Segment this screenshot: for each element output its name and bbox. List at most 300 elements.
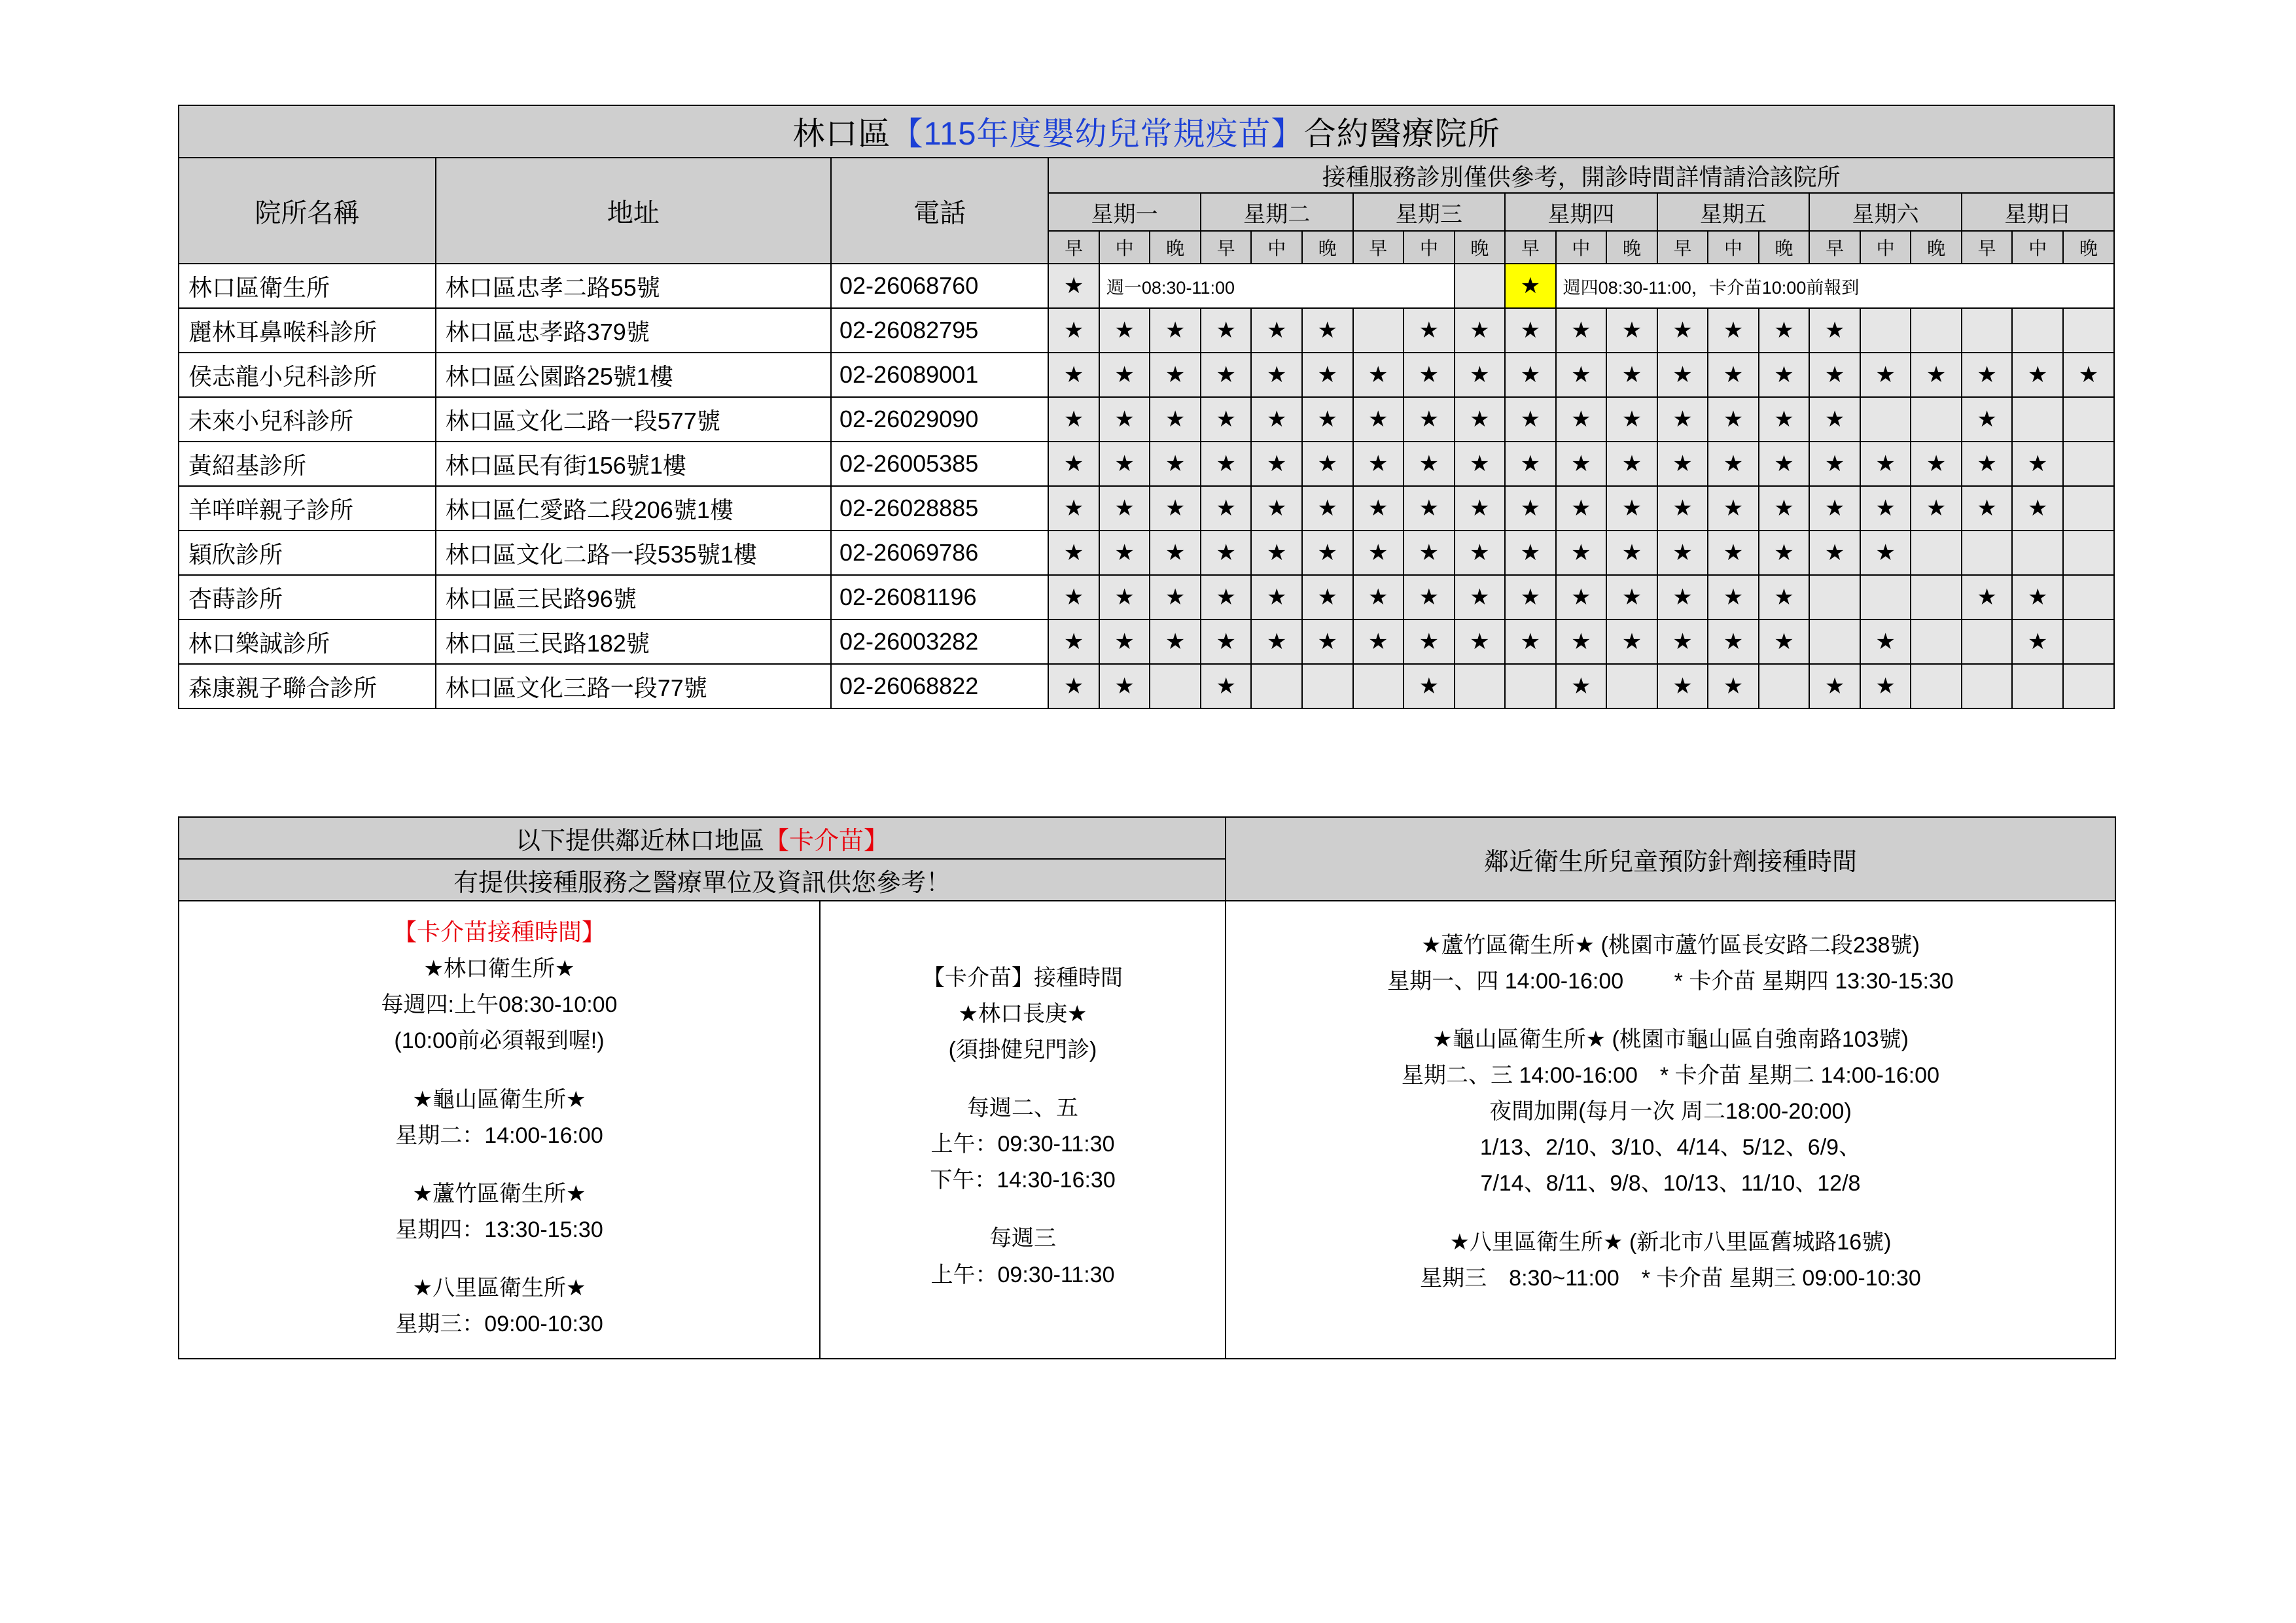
slot-star: ★ [1809,442,1860,486]
slot-header-3-1: 中 [1556,231,1607,264]
slot-star: ★ [1657,664,1708,708]
table-row [179,264,2114,308]
slot-star: ★ [1657,620,1708,664]
clinic-name: 羊咩咩親子診所 [179,486,436,531]
clinic-tel: 02-26029090 [831,397,1048,442]
slot-star: ★ [1150,442,1201,486]
slot-header-6-1: 中 [2012,231,2063,264]
slot-star: ★ [1708,486,1759,531]
slot-star: ★ [1353,397,1404,442]
slot-star: ★ [1657,575,1708,620]
slot-star: ★ [1556,397,1607,442]
slot-empty [1911,308,1962,353]
slot-star: ★ [2012,442,2063,486]
clinic-tel: 02-26068822 [831,664,1048,708]
slot-empty [1759,664,1810,708]
slot-empty [1455,264,1506,308]
nearby-center-line: 1/13、2/10、3/10、4/14、5/12、6/9、 [1479,1135,1862,1161]
clinic-name: 穎欣診所 [179,531,436,575]
slot-star: ★ [1455,575,1506,620]
slot-empty [1962,664,2013,708]
table-row [179,397,2114,442]
slot-empty [1860,575,1911,620]
slot-empty [1606,664,1657,708]
slot-star: ★ [1251,353,1302,397]
lower-body-row [179,901,2115,1359]
slot-star: ★ [1404,486,1455,531]
slot-empty [1911,620,1962,664]
slot-star: ★ [1708,531,1759,575]
slot-star: ★ [1048,531,1099,575]
slot-star: ★ [1809,486,1860,531]
day-header-tue: 星期二 [1201,193,1353,231]
slot-star: ★ [1404,308,1455,353]
slot-header-6-0: 早 [1962,231,2013,264]
slot-star: ★ [1099,442,1150,486]
slot-empty [1911,575,1962,620]
slot-header-2-2: 晚 [1455,231,1506,264]
slot-star: ★ [1353,486,1404,531]
slot-star: ★ [1048,575,1099,620]
slot-star: ★ [1048,308,1099,353]
slot-star: ★ [1911,486,1962,531]
clinic-tel: 02-26068760 [831,264,1048,308]
bcg-time-line: ★蘆竹區衛生所★ [412,1181,586,1206]
slot-star: ★ [1860,531,1911,575]
changgung-line: 【卡介苗】接種時間 [923,966,1123,990]
slot-star: ★ [1911,442,1962,486]
slot-star: ★ [1962,353,2013,397]
slot-star: ★ [1302,308,1353,353]
slot-star: ★ [1353,575,1404,620]
slot-star: ★ [1251,486,1302,531]
day-header-wed: 星期三 [1353,193,1506,231]
slot-star: ★ [1860,353,1911,397]
slot-star: ★ [1201,397,1252,442]
bcg-times-title: 【卡介苗接種時間】 [393,918,605,945]
changgung-line: (須掛健兒門診) [948,1038,1097,1063]
bcg-times-lines [186,951,813,1342]
slot-star: ★ [1455,442,1506,486]
bcg-time-line [186,1060,813,1082]
changgung-line: 上午：09:30-11:30 [930,1262,1115,1287]
slot-empty [1911,531,1962,575]
slot-star: ★ [1404,397,1455,442]
title-highlight: 【115年度嬰幼兒常規疫苗】 [891,116,1304,152]
slot-empty [1860,397,1911,442]
slot-empty [1860,308,1911,353]
slot-star: ★ [1302,486,1353,531]
slot-star: ★ [1606,575,1657,620]
changgung-line: 下午：14:30-16:30 [930,1168,1116,1193]
slot-star: ★ [1759,442,1810,486]
slot-star: ★ [1099,353,1150,397]
slot-empty [1962,620,2013,664]
slot-star: ★ [1556,620,1607,664]
title-suffix: 合約醫療院所 [1303,116,1500,152]
clinic-tel: 02-26028885 [831,486,1048,531]
clinic-table-container [178,105,2115,709]
slot-empty [1911,397,1962,442]
slot-star: ★ [1556,486,1607,531]
nearby-center-line: 星期二、三 14:00-16:00 * 卡介苗 星期二 14:00-16:00 [1402,1063,1939,1089]
slot-star: ★ [1962,442,2013,486]
slot-star: ★ [1150,353,1201,397]
slot-header-6-2: 晚 [2063,231,2114,264]
header-row-1 [179,158,2114,193]
clinic-address: 林口區文化三路一段77號 [436,664,831,708]
slot-star: ★ [1759,397,1810,442]
table-row [179,531,2114,575]
slot-star: ★ [1860,664,1911,708]
slot-star: ★ [1455,397,1506,442]
slot-star: ★ [1809,664,1860,708]
slot-empty [2063,442,2114,486]
slot-star: ★ [1759,575,1810,620]
bcg-times-col [179,901,820,1359]
slot-star: ★ [1556,308,1607,353]
slot-star: ★ [1302,620,1353,664]
clinic-address: 林口區文化二路一段535號1樓 [436,531,831,575]
slot-star: ★ [1150,397,1201,442]
clinic-name: 黃紹基診所 [179,442,436,486]
slot-star: ★ [1404,442,1455,486]
slot-star: ★ [1251,620,1302,664]
slot-star: ★ [1048,353,1099,397]
clinic-tel: 02-26069786 [831,531,1048,575]
clinic-address: 林口區三民路96號 [436,575,831,620]
slot-star: ★ [1759,353,1810,397]
page-title [179,105,2114,158]
nearby-center-line: 7/14、8/11、9/8、10/13、11/10、12/8 [1480,1171,1861,1196]
slot-header-0-2: 晚 [1150,231,1201,264]
table-row [179,353,2114,397]
changgung-line [827,1068,1218,1091]
slot-star: ★ [1657,486,1708,531]
slot-star: ★ [1505,442,1556,486]
changgung-line: ★林口長庚★ [958,1002,1087,1027]
nearby-center-line: ★蘆竹區衛生所★ (桃園市蘆竹區長安路二段238號) [1421,933,1920,958]
slot-header-1-1: 中 [1251,231,1302,264]
slot-star: ★ [2012,575,2063,620]
slot-empty [1150,664,1201,708]
clinic-name: 杏蒔診所 [179,575,436,620]
slot-star: ★ [1150,531,1201,575]
slot-star: ★ [1455,353,1506,397]
bcg-head-pre: 以下提供鄰近林口地區 [515,827,764,855]
title-prefix: 林口區 [792,116,891,152]
slot-empty [2063,397,2114,442]
slot-star-highlight: ★ [1505,264,1556,308]
slot-star: ★ [1657,531,1708,575]
slot-star: ★ [1099,486,1150,531]
service-note: 接種服務診別僅供參考，開診時間詳情請洽該院所 [1048,158,2114,193]
bcg-time-line [186,1248,813,1270]
slot-star: ★ [1505,620,1556,664]
slot-empty [1353,664,1404,708]
slot-empty [1962,308,2013,353]
slot-star: ★ [1048,620,1099,664]
slot-star: ★ [1353,620,1404,664]
slot-header-4-2: 晚 [1759,231,1810,264]
slot-star: ★ [1606,620,1657,664]
bcg-time-line: 每週四:上午08:30-10:00 [381,992,618,1018]
slot-star: ★ [1708,353,1759,397]
slot-header-3-2: 晚 [1606,231,1657,264]
nearby-center-line: 夜間加開(每月一次 周二18:00-20:00) [1489,1099,1852,1125]
changgung-line: 每週三 [989,1226,1056,1251]
slot-star: ★ [1302,397,1353,442]
bcg-head-red: 【卡介苗】 [764,827,889,855]
slot-empty [1505,664,1556,708]
slot-star: ★ [1048,264,1099,308]
slot-star: ★ [1809,308,1860,353]
slot-star: ★ [1708,620,1759,664]
bcg-section-head-2: 有提供接種服務之醫療單位及資訊供您參考！ [179,859,1226,901]
clinic-tel: 02-26081196 [831,575,1048,620]
slot-star: ★ [1556,575,1607,620]
slot-header-5-2: 晚 [1911,231,1962,264]
slot-empty [1962,531,2013,575]
slot-star: ★ [1404,664,1455,708]
clinic-table [178,105,2115,709]
bcg-time-line: ★八里區衛生所★ [412,1275,586,1300]
slot-empty [2063,308,2114,353]
slot-star: ★ [1708,442,1759,486]
slot-header-1-0: 早 [1201,231,1252,264]
nearby-center-line: ★八里區衛生所★ (新北市八里區舊城路16號) [1449,1229,1892,1255]
bcg-time-line: (10:00前必須報到喔!) [394,1028,605,1054]
slot-note: 週一08:30-11:00 [1099,264,1455,308]
slot-star: ★ [1759,486,1810,531]
slot-empty [2063,531,2114,575]
nearby-centers-col [1226,901,2115,1359]
slot-star: ★ [1962,486,2013,531]
slot-star: ★ [1505,575,1556,620]
slot-star: ★ [1353,353,1404,397]
slot-star: ★ [1251,575,1302,620]
clinic-address: 林口區仁愛路二段206號1樓 [436,486,831,531]
slot-star: ★ [1404,353,1455,397]
nearby-centers-lines [1235,928,2106,1297]
nearby-center-line: 星期一、四 14:00-16:00 * 卡介苗 星期四 13:30-15:30 [1387,969,1954,994]
slot-star: ★ [1048,397,1099,442]
slot-star: ★ [1505,531,1556,575]
bcg-changgung-lines [827,960,1218,1293]
slot-star: ★ [1708,575,1759,620]
slot-empty [2063,664,2114,708]
slot-empty [2063,575,2114,620]
lower-info-container [178,816,2115,1359]
slot-star: ★ [1099,620,1150,664]
slot-star: ★ [1556,353,1607,397]
slot-star: ★ [1505,353,1556,397]
day-header-thu: 星期四 [1505,193,1657,231]
slot-star: ★ [1556,531,1607,575]
clinic-name: 未來小兒科診所 [179,397,436,442]
slot-star: ★ [1201,442,1252,486]
slot-star: ★ [1556,664,1607,708]
slot-star: ★ [1455,308,1506,353]
slot-star: ★ [1657,353,1708,397]
slot-header-3-0: 早 [1505,231,1556,264]
slot-star: ★ [1201,620,1252,664]
slot-empty [2012,531,2063,575]
slot-star: ★ [2063,353,2114,397]
bcg-time-line: ★龜山區衛生所★ [412,1087,586,1112]
slot-star: ★ [1657,442,1708,486]
slot-star: ★ [1150,486,1201,531]
clinic-name: 麗林耳鼻喉科診所 [179,308,436,353]
bcg-time-line: 星期二：14:00-16:00 [395,1123,603,1148]
slot-star: ★ [1201,664,1252,708]
slot-header-2-0: 早 [1353,231,1404,264]
slot-star: ★ [1708,308,1759,353]
day-header-mon: 星期一 [1048,193,1201,231]
table-row [179,575,2114,620]
clinic-address: 林口區忠孝路379號 [436,308,831,353]
clinic-name: 林口樂誠診所 [179,620,436,664]
slot-star: ★ [1962,397,2013,442]
slot-star: ★ [1302,442,1353,486]
nearby-center-head: 鄰近衛生所兒童預防針劑接種時間 [1226,817,2115,901]
slot-star: ★ [1404,531,1455,575]
slot-star: ★ [1708,397,1759,442]
slot-star: ★ [2012,620,2063,664]
changgung-line [827,1198,1218,1221]
slot-star: ★ [1048,664,1099,708]
slot-star: ★ [1099,575,1150,620]
clinic-tel: 02-26089001 [831,353,1048,397]
changgung-line: 每週二、五 [967,1096,1078,1121]
day-header-fri: 星期五 [1657,193,1810,231]
slot-star: ★ [1505,308,1556,353]
bcg-time-line: 星期三：09:00-10:30 [395,1311,603,1336]
slot-empty [1809,620,1860,664]
slot-star: ★ [1809,531,1860,575]
bcg-section-head-1 [179,817,1226,859]
nearby-center-line: 星期三 8:30~11:00 * 卡介苗 星期三 09:00-10:30 [1420,1265,1921,1291]
slot-star: ★ [2012,486,2063,531]
slot-empty [2063,486,2114,531]
slot-header-2-1: 中 [1404,231,1455,264]
clinic-address: 林口區公園路25號1樓 [436,353,831,397]
slot-star: ★ [1099,308,1150,353]
slot-empty [1809,575,1860,620]
slot-star: ★ [1962,575,2013,620]
slot-star: ★ [1201,353,1252,397]
slot-star: ★ [1455,486,1506,531]
table-title-row [179,105,2114,158]
slot-star: ★ [1404,620,1455,664]
slot-star: ★ [1809,397,1860,442]
slot-star: ★ [1201,486,1252,531]
slot-star: ★ [1860,620,1911,664]
slot-star: ★ [1251,442,1302,486]
day-header-sat: 星期六 [1809,193,1962,231]
slot-star: ★ [1911,353,1962,397]
slot-star: ★ [1657,308,1708,353]
slot-star: ★ [1353,442,1404,486]
slot-header-4-0: 早 [1657,231,1708,264]
slot-header-1-2: 晚 [1302,231,1353,264]
slot-empty [2012,308,2063,353]
clinic-rows [179,264,2114,708]
bcg-changgung-col [820,901,1226,1359]
slot-star: ★ [1201,308,1252,353]
clinic-name: 森康親子聯合診所 [179,664,436,708]
slot-star: ★ [1150,620,1201,664]
slot-header-4-1: 中 [1708,231,1759,264]
table-row [179,442,2114,486]
col-header-tel: 電話 [831,158,1048,264]
slot-star: ★ [1455,620,1506,664]
slot-star: ★ [1606,353,1657,397]
slot-star: ★ [1048,486,1099,531]
slot-star: ★ [1404,575,1455,620]
table-row [179,486,2114,531]
slot-star: ★ [1150,308,1201,353]
slot-star: ★ [1251,397,1302,442]
slot-star: ★ [1251,308,1302,353]
slot-star: ★ [1302,531,1353,575]
clinic-address: 林口區三民路182號 [436,620,831,664]
slot-empty [1251,664,1302,708]
slot-star: ★ [1759,308,1810,353]
slot-star: ★ [1759,531,1810,575]
slot-star: ★ [1860,442,1911,486]
slot-star: ★ [1606,397,1657,442]
slot-star: ★ [1201,531,1252,575]
table-row [179,308,2114,353]
clinic-address: 林口區民有街156號1樓 [436,442,831,486]
slot-empty [2063,620,2114,664]
slot-star: ★ [1099,397,1150,442]
table-row [179,664,2114,708]
bcg-time-line: 星期四：13:30-15:30 [395,1217,603,1242]
col-header-name: 院所名稱 [179,158,436,264]
slot-empty [1455,664,1506,708]
slot-star: ★ [1606,531,1657,575]
nearby-center-line [1235,1202,2106,1225]
slot-star: ★ [1251,531,1302,575]
nearby-center-line [1235,1000,2106,1022]
slot-star: ★ [1860,486,1911,531]
slot-star: ★ [1606,486,1657,531]
slot-note: 週四08:30-11:00，卡介苗10:00前報到 [1556,264,2114,308]
table-row [179,620,2114,664]
slot-empty [2012,397,2063,442]
lower-info-table [178,816,2116,1359]
lower-head-row-1 [179,817,2115,859]
slot-star: ★ [2012,353,2063,397]
bcg-time-line: ★林口衛生所★ [423,956,575,982]
slot-star: ★ [1353,531,1404,575]
clinic-address: 林口區忠孝二路55號 [436,264,831,308]
clinic-address: 林口區文化二路一段577號 [436,397,831,442]
slot-star: ★ [1505,397,1556,442]
changgung-line: 上午：09:30-11:30 [930,1132,1115,1157]
slot-star: ★ [1657,397,1708,442]
slot-star: ★ [1505,486,1556,531]
clinic-tel: 02-26082795 [831,308,1048,353]
slot-star: ★ [1302,575,1353,620]
slot-star: ★ [1302,353,1353,397]
nearby-center-line: ★龜山區衛生所★ (桃園市龜山區自強南路103號) [1432,1027,1909,1053]
slot-empty [1353,308,1404,353]
slot-empty [1302,664,1353,708]
bcg-time-line [186,1154,813,1176]
